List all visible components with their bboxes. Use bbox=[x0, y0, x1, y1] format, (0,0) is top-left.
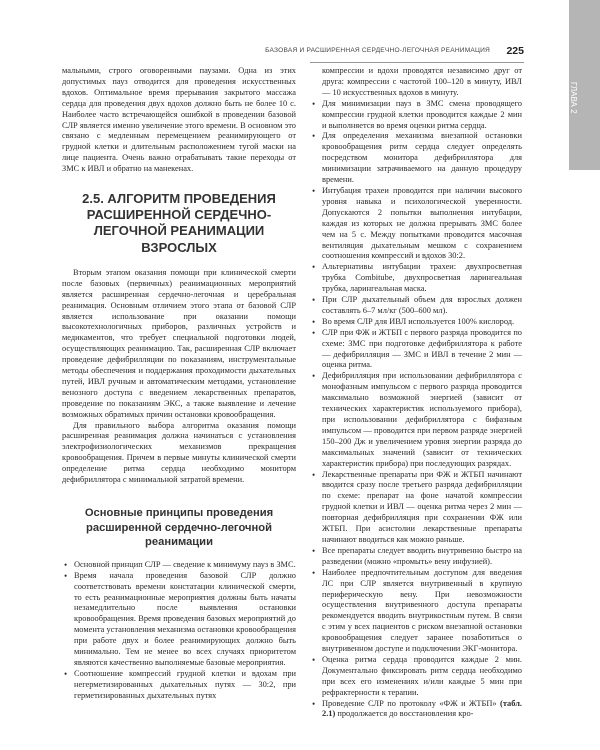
list-item: • Дефибрилляция при использовании дефибриллятора с монофазным импульсом с первого разряда проводится максимально возможной энергией (зависит от технических характеристик используемого прибора), при использовании дефибриллятора с бифазным импульсом — проводится при первом разряде энергией 150–200 Дж и увеличением уровня энергии разряда до максимальных значений (зависит от технических характеристик прибора) при последующих разрядах. bbox=[310, 371, 522, 469]
principles-list-continued bbox=[310, 66, 522, 720]
page-number: 225 bbox=[506, 45, 524, 57]
list-item: • Интубация трахеи проводится при наличии высокого уровня навыка и психологической уверенности. Допускаются 2 попытки выполнения интубации, каждая из которых не должна прерывать ЗМС более чем на 5 с. Между попытками проводится масочная вентиляция дыхательным мешком с сохранением соотношения компрессий и вдохов 30:2. bbox=[310, 186, 522, 262]
list-item: • Во время СЛР для ИВЛ используется 100% кислород. bbox=[310, 317, 522, 328]
list-item bbox=[310, 699, 522, 721]
table-reference: (табл. 2.1) bbox=[322, 698, 522, 719]
list-item: • Все препараты следует вводить внутривенно быстро на разведении (можно «промыть» вену инфузией). bbox=[310, 546, 522, 568]
list-item: • При СЛР дыхательный объем для взрослых должен составлять 6–7 мл/кг (500–600 мл). bbox=[310, 295, 522, 317]
list-item: • Для минимизации пауз в ЗМС смена проводящего компрессии грудной клетки проводится каждые 2 мин и выполняется во время оценки ритма сердца. bbox=[310, 99, 522, 132]
paragraph: Для правильного выбора алгоритма оказания помощи расширенная реанимация должна начинаться с установления электрофизиологических механизмов прекращения кровообращения. Причем в первые минуты клинической смерти определение ритма сердца необходимо мониторм дефибриллятора с минимальной затратой времени. bbox=[62, 420, 296, 485]
list-item: • Наиболее предпочтительным доступом для введения ЛС при СЛР является внутривенный в крупную периферическую вену. При невозможности осуществления внутривенного доступа препараты рекомендуется вводить внутрикостным путем. В связи с этим у всех пациентов с риском внезапной остановки кровообращения следует заранее позаботиться о внутривенном доступе и подключении ЭКГ-монитора. bbox=[310, 568, 522, 655]
running-header bbox=[265, 45, 524, 60]
right-column bbox=[310, 66, 522, 720]
chapter-tab-label: ГЛАВА 2 bbox=[569, 82, 578, 114]
list-item-text: продолжается до восстановления кро- bbox=[335, 709, 474, 719]
section-heading: 2.5. АЛГОРИТМ ПРОВЕДЕНИЯ РАСШИРЕННОЙ СЕРДЕЧНО-ЛЕГОЧНОЙ РЕАНИМАЦИИ ВЗРОСЛЫХ bbox=[82, 191, 276, 255]
list-item: • Альтернативы интубации трахеи: двухпросветная трубка Combitube, двухпросветная ларингеальная трубка, ларингеальная маска. bbox=[310, 262, 522, 295]
list-item-continued: компрессии и вдохи проводятся независимо друг от друга: компрессии с частотой 100–120 в минуту, ИВЛ — 10 искусственных вдохов в минуту. bbox=[322, 66, 522, 97]
left-column bbox=[62, 66, 296, 702]
list-item-text: Проведение СЛР по протоколу «ФЖ и ЖТБП» bbox=[322, 698, 501, 708]
list-item: • Оценка ритма сердца проводится каждые 2 мин. Документально фиксировать ритм сердца необходимо при всех его изменениях и/или каждые 5 мин при рефрактерности к терапии. bbox=[310, 655, 522, 699]
list-item: • СЛР при ФЖ и ЖТБП с первого разряда проводится по схеме: ЗМС при подготовке дефибриллятора к работе — дефибрилляция — ЗМС и ИВЛ в течение 2 мин — оценка ритма. bbox=[310, 328, 522, 372]
list-item: • Соотношение компрессий грудной клетки и вдохам при негерметизированных дыхательных путях — 30:2, при герметизированных дыхательных путях bbox=[62, 669, 296, 702]
list-item: • Для определения механизма внезапной остановки кровообращения ритм сердца следует определять посредством мониторa дефибриллятора для минимизации затрачиваемого на данную процедуру времени. bbox=[310, 131, 522, 186]
list-item: • Лекарственные препараты при ФЖ и ЖТБП начинают вводится сразу после третьего разряда дефибрилляции по схеме: препарат на фоне начатой компрессии грудной клетки и ИВЛ — оценка ритма через 2 мин — повторная дефибрилляция при сохранении ФЖ или ЖТБП. При асистолии лекарственные препараты начинают вводиться как можно раньше. bbox=[310, 470, 522, 546]
chapter-tab bbox=[569, 0, 600, 170]
list-item: • Время начала проведения базовой СЛР должно соответствовать времени констатации клинической смерти, то есть реанимационные мероприятия должны быть начаты незамедлительно после выявления остановки кровообращения. Время проведения базовых мероприятий до момента установления механизма остановки кровообращения при работе двух и более реанимирующих должно быть минимально. Тем не менее во всех случаях приоритетом являются качественно выполняемые базовые мероприятия. bbox=[62, 571, 296, 669]
list-item: • Основной принцип СЛР — сведение к минимуму пауз в ЗМС. bbox=[62, 560, 296, 571]
principles-list bbox=[62, 560, 296, 702]
paragraph: Вторым этапом оказания помощи при клинической смерти после базовых (первичных) реанимационных мероприятий является расширенная сердечно-легочная и церебральная реанимация. Основным отличием этого этапа от базовой СЛР является использование при оказании помощи высокотехнологичных приборов, различных устройств и медикаментов, что требует специальной подготовки людей, осуществляющих реанимацию. Так, расширенная СЛР включает проведение дефибрилляции по показаниям, инструментальные методы обеспечения и поддержания проходимости дыхательных путей, ИВЛ ручным и автоматическим методами, установление венозного доступа с введением лекарственных препаратов, проведение по показаниям ЭКС, а также выявление и лечение возможных обратимых причин остановки кровообращения. bbox=[62, 267, 296, 419]
subsection-heading: Основные принципы проведения расширенной сердечно-легочной реанимации bbox=[84, 507, 274, 549]
header-rule bbox=[310, 62, 524, 63]
paragraph: мальными, строго оговоренными паузами. Одна из этих допустимых пауз отводится для проведения искусственных вдохов. Оптимальное время прерывания закрытого массажа сердца для проведения двух вдохов должно быть не более 10 с. Наиболее часто встречающейся ошибкой в проведении базовой СЛР является именно увеличение этого времени. В основном это связано с медленным перемещением реанимирующего от грудной клетки и длительным расположением тугой маски на лице пациента. Очень важно отрабатывать такие переходы от ЗМС к ИВЛ и обратно на манекенах. bbox=[62, 66, 296, 174]
running-header-title: БАЗОВАЯ И РАСШИРЕННАЯ СЕРДЕЧНО-ЛЕГОЧНАЯ РЕАНИМАЦИЯ bbox=[265, 47, 490, 54]
